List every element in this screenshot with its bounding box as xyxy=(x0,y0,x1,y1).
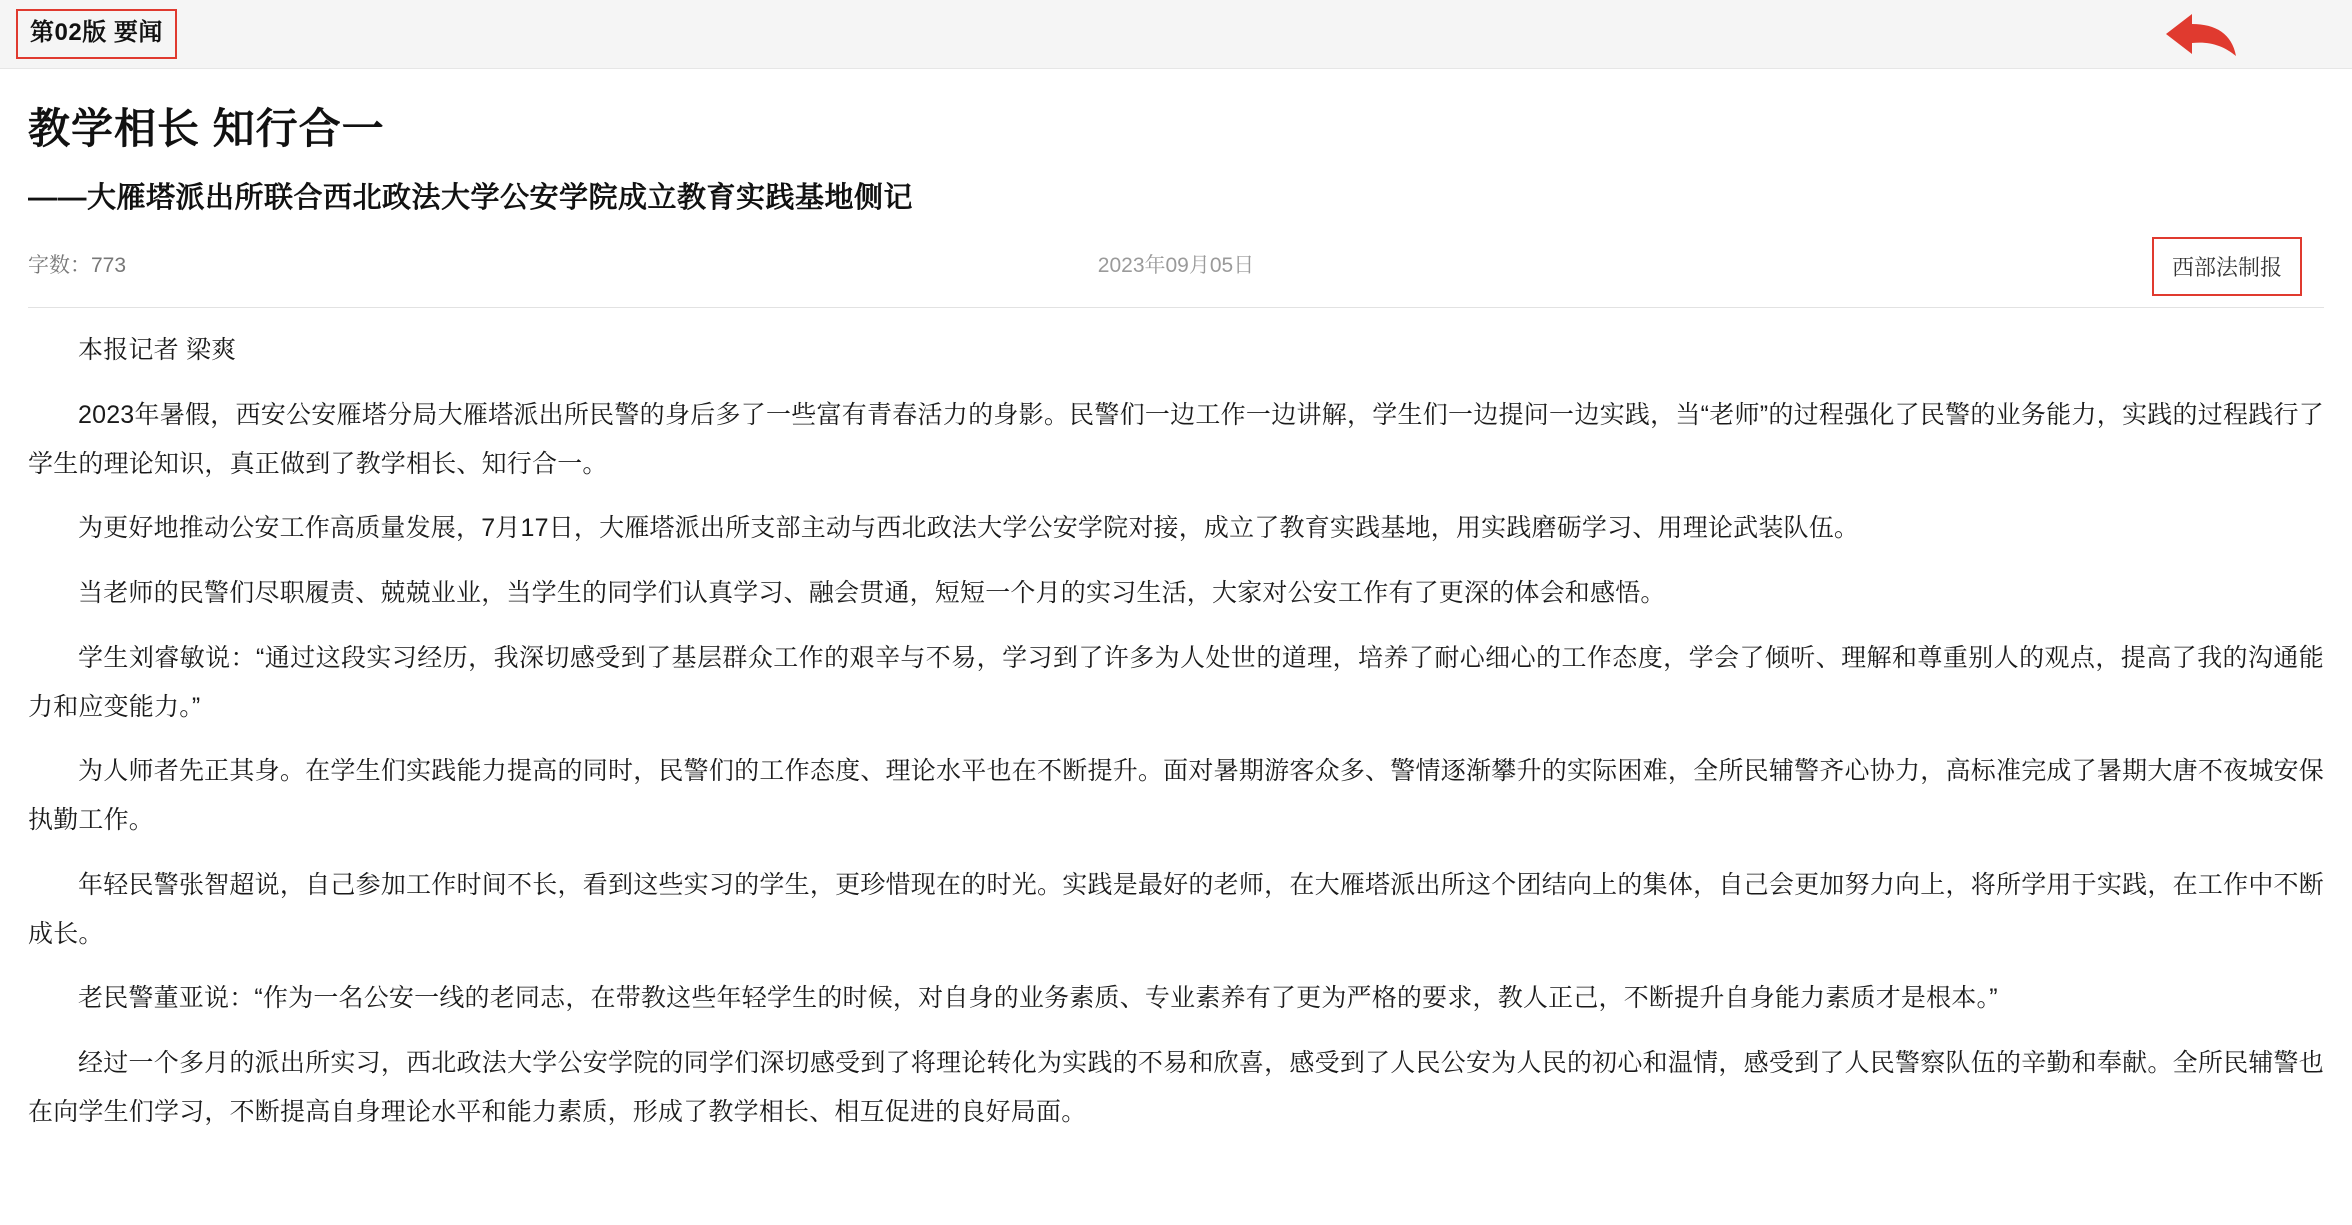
article-paragraph: 为人师者先正其身。在学生们实践能力提高的同时，民警们的工作态度、理论水平也在不断提升。面对暑期游客众多、警情逐渐攀升的实际困难，全所民辅警齐心协力，高标准完成了暑期大唐不夜城安保执勤工作。 xyxy=(28,757,2324,835)
article-body xyxy=(28,326,2324,1137)
back-arrow-icon[interactable] xyxy=(2162,8,2240,60)
article-subtitle: ——大雁塔派出所联合西北政法大学公安学院成立教育实践基地侧记 xyxy=(28,181,914,214)
top-toolbar xyxy=(0,0,2352,69)
article-container xyxy=(0,103,2352,1193)
article-paragraph: 老民警董亚说：“作为一名公安一线的老同志，在带教这些年轻学生的时候，对自身的业务素质、专业素养有了更为严格的要求，教人正己，不断提升自身能力素质才是根本。” xyxy=(78,984,1998,1013)
article-paragraph: 学生刘睿敏说：“通过这段实习经历，我深切感受到了基层群众工作的艰辛与不易，学习到了许多为人处世的道理，培养了耐心细心的工作态度，学会了倾听、理解和尊重别人的观点，提高了我的沟通能力和应变能力。” xyxy=(28,643,2324,721)
publish-date: 2023年09月05日 xyxy=(1097,254,1255,278)
article-paragraph: 2023年暑假，西安公安雁塔分局大雁塔派出所民警的身后多了一些富有青春活力的身影。民警们一边工作一边讲解，学生们一边提问一边实践，当“老师”的过程强化了民警的业务能力，实践的过程践行了学生的理论知识，真正做到了教学相长、知行合一。 xyxy=(28,400,2324,478)
article-paragraph: 为更好地推动公安工作高质量发展，7月17日，大雁塔派出所支部主动与西北政法大学公安学院对接，成立了教育实践基地，用实践磨砺学习、用理论武装队伍。 xyxy=(78,514,1860,543)
article-paragraph: 年轻民警张智超说，自己参加工作时间不长，看到这些实习的学生，更珍惜现在的时光。实践是最好的老师，在大雁塔派出所这个团结向上的集体，自己会更加努力向上，将所学用于实践，在工作中不断成长。 xyxy=(28,870,2324,948)
page-title: 教学相长 知行合一 xyxy=(28,105,385,152)
article-paragraph: 当老师的民警们尽职履责、兢兢业业，当学生的同学们认真学习、融会贯通，短短一个月的实习生活，大家对公安工作有了更深的体会和感悟。 xyxy=(78,579,1666,608)
article-paragraph: 经过一个多月的派出所实习，西北政法大学公安学院的同学们深切感受到了将理论转化为实践的不易和欣喜，感受到了人民公安为人民的初心和温情，感受到了人民警察队伍的辛勤和奉献。全所民辅警也在向学生们学习，不断提高自身理论水平和能力素质，形成了教学相长、相互促进的良好局面。 xyxy=(28,1049,2324,1126)
word-count-label: 字数：773 xyxy=(28,254,127,278)
source-badge[interactable]: 西部法制报 xyxy=(2152,237,2302,296)
byline: 本报记者 梁爽 xyxy=(78,336,237,365)
article-meta xyxy=(28,243,2324,308)
page-section-badge[interactable]: 第02版 要闻 xyxy=(16,9,177,59)
